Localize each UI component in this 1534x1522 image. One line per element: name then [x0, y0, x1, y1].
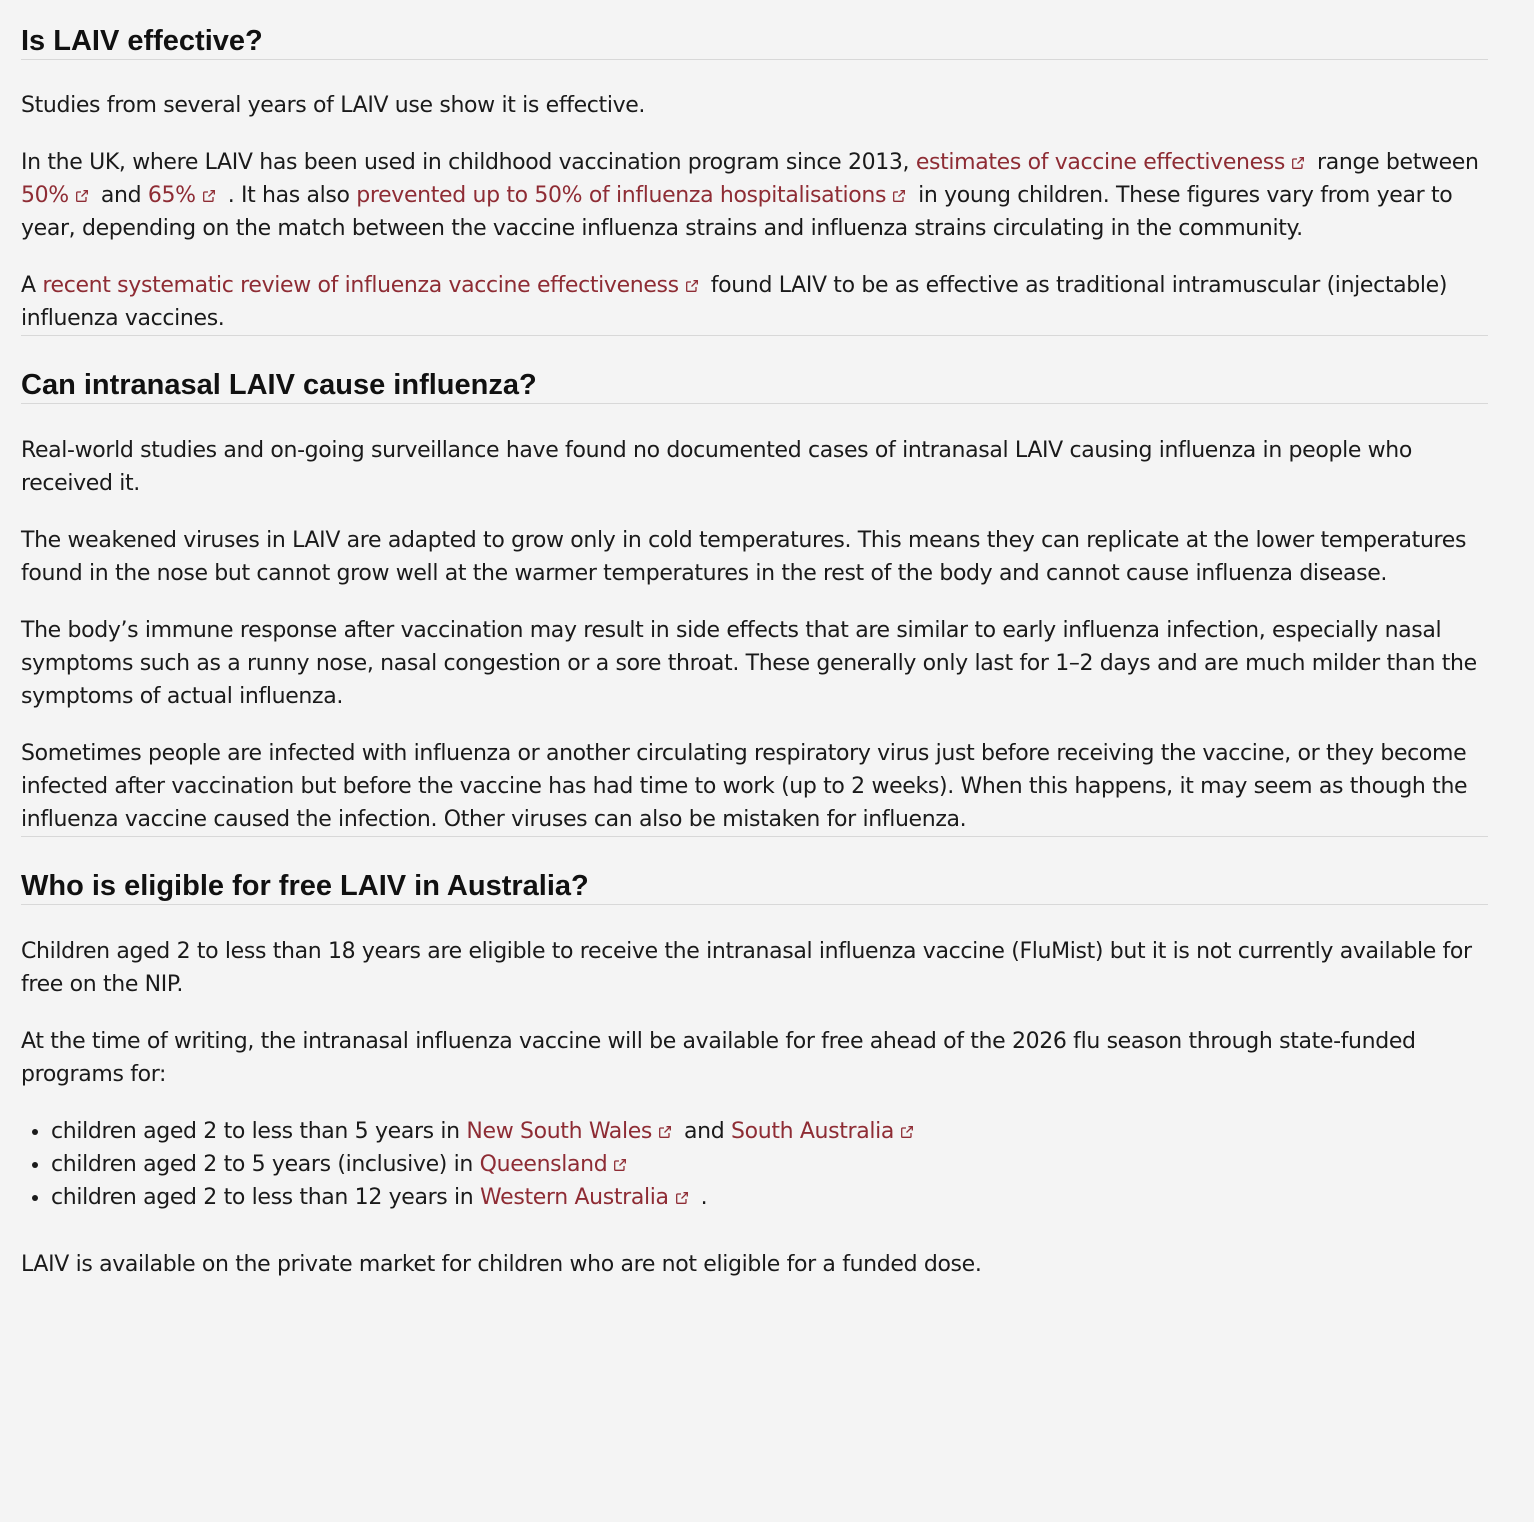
divider: [21, 59, 1488, 60]
divider: [21, 403, 1488, 404]
heading-who-is-eligible: Who is eligible for free LAIV in Australia?: [21, 870, 589, 902]
link-65-percent[interactable]: 65%: [147, 183, 196, 208]
external-link-icon: [675, 1191, 689, 1205]
link-queensland[interactable]: Queensland: [479, 1152, 608, 1177]
text: In the UK, where LAIV has been used in childhood vaccination program since 2013,: [21, 150, 916, 175]
paragraph: The weakened viruses in LAIV are adapted to grow only in cold temperatures. This means they can replicate at the lower temperatures found in the nose but cannot grow well at the warmer temperatures in the rest of the body and cannot cause influenza disease.: [21, 528, 1467, 586]
text: . It has also: [227, 183, 357, 208]
link-estimates-of-vaccine-effectiveness[interactable]: estimates of vaccine effectiveness: [915, 150, 1286, 175]
text: found LAIV to be as effective as traditional intramuscular (injectable) influenza vaccines.: [21, 273, 1448, 331]
text: .: [700, 1185, 708, 1210]
divider: [21, 335, 1488, 336]
paragraph: At the time of writing, the intranasal influenza vaccine will be available for free ahead of the 2026 flu season through state-funded programs for:: [21, 1029, 1416, 1087]
text: children aged 2 to less than 12 years in: [51, 1185, 481, 1210]
text: children aged 2 to less than 5 years in: [51, 1119, 467, 1144]
heading-is-laiv-effective: Is LAIV effective?: [21, 25, 263, 57]
text: range between: [1317, 150, 1479, 175]
paragraph: LAIV is available on the private market for children who are not eligible for a funded dose.: [21, 1252, 982, 1277]
text: and: [684, 1119, 731, 1144]
divider: [21, 904, 1488, 905]
external-link-icon: [202, 189, 216, 203]
paragraph: [21, 269, 1488, 335]
text: children aged 2 to 5 years (inclusive) in: [51, 1152, 480, 1177]
text: in young children. These figures vary from year to year, depending on the match between the vaccine influenza strains and influenza strains circulating in the community.: [21, 183, 1453, 241]
external-link-icon: [1291, 156, 1305, 170]
paragraph: Real-world studies and on-going surveillance have found no documented cases of intranasal LAIV causing influenza in people who received it.: [21, 438, 1413, 496]
text: and: [100, 183, 148, 208]
external-link-icon: [75, 189, 89, 203]
paragraph: The body’s immune response after vaccination may result in side effects that are similar to early influenza infection, especially nasal symptoms such as a runny nose, nasal congestion or a sore throat. These generally only last for 1–2 days and are much milder than the symptoms of actual influenza.: [21, 618, 1477, 709]
paragraph: Children aged 2 to less than 18 years are eligible to receive the intranasal influenza vaccine (FluMist) but it is not currently available for free on the NIP.: [21, 939, 1472, 997]
paragraph: Sometimes people are infected with influenza or another circulating respiratory virus just before receiving the vaccine, or they become infected after vaccination but before the vaccine has had time to work (up to 2 weeks). When this happens, it may seem as though the influenza vaccine caused the infection. Other viruses can also be mistaken for influenza.: [21, 741, 1468, 832]
divider: [21, 836, 1488, 837]
external-link-icon: [892, 189, 906, 203]
link-new-south-wales[interactable]: New South Wales: [466, 1119, 653, 1144]
external-link-icon: [613, 1158, 627, 1172]
list-item: [51, 1148, 1488, 1181]
paragraph: Studies from several years of LAIV use show it is effective.: [21, 93, 646, 118]
eligibility-list: [21, 1115, 1488, 1214]
text: A: [21, 273, 43, 298]
link-50-percent[interactable]: 50%: [21, 183, 69, 208]
list-item: [51, 1181, 1488, 1214]
link-south-australia[interactable]: South Australia: [731, 1119, 894, 1144]
external-link-icon: [900, 1125, 914, 1139]
external-link-icon: [685, 279, 699, 293]
external-link-icon: [658, 1125, 672, 1139]
link-systematic-review[interactable]: recent systematic review of influenza vaccine effectiveness: [42, 273, 679, 298]
heading-can-laiv-cause-influenza: Can intranasal LAIV cause influenza?: [21, 369, 537, 401]
list-item: [51, 1115, 1488, 1148]
link-prevented-hospitalisations[interactable]: prevented up to 50% of influenza hospitalisations: [356, 183, 887, 208]
paragraph: [21, 146, 1488, 245]
link-western-australia[interactable]: Western Australia: [480, 1185, 669, 1210]
